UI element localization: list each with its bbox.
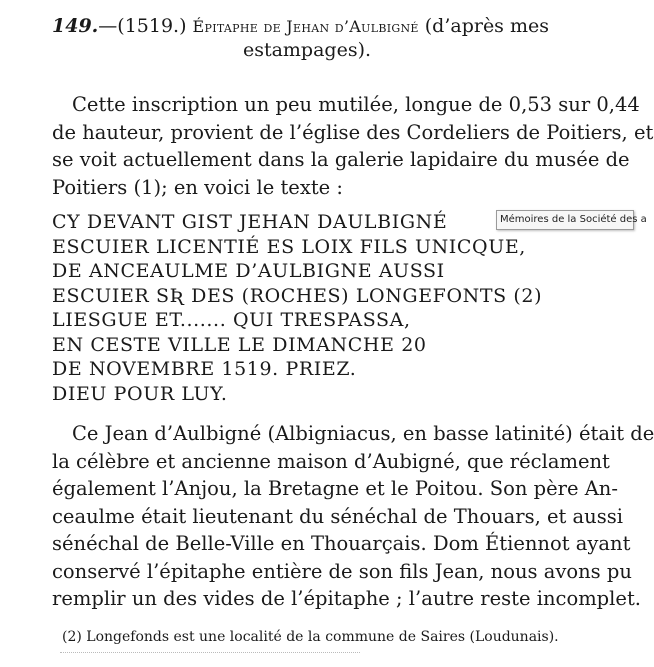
text-line: se voit actuellement dans la galerie lapidaire du musée de bbox=[52, 148, 630, 171]
text-line: remplir un des vides de l’épitaphe ; l’autre reste incomplet. bbox=[52, 587, 641, 610]
inscription-line: ESCUIER SƦ DES (ROCHES) LONGEFONTS (2) bbox=[52, 284, 543, 307]
text-line: Cette inscription un peu mutilée, longue de 0,53 sur 0,44 bbox=[72, 93, 640, 116]
inscription-line: LIESGUE ET....... QUI TRESPASSA, bbox=[52, 309, 411, 331]
text-line: Poitiers (1); en voici le texte : bbox=[52, 175, 343, 199]
text-line: Ce Jean d’Aulbigné (Albigniacus, en basse latinité) était de bbox=[72, 422, 654, 445]
text-line: ceaulme était lieutenant du sénéchal de Thouars, et aussi bbox=[52, 504, 623, 528]
inscription-line: DE NOVEMBRE 1519. PRIEZ. bbox=[52, 358, 357, 380]
entry-title: Épitaphe de Jehan d’Aulbigné bbox=[192, 17, 419, 36]
cropped-line-fragment bbox=[60, 652, 360, 663]
inscription-text bbox=[52, 210, 543, 406]
commentary-paragraph bbox=[52, 420, 654, 613]
inscription-line: DIEU POUR LUY. bbox=[52, 382, 228, 405]
inscription-line: EN CESTE VILLE LE DIMANCHE 20 bbox=[52, 333, 427, 356]
text-line: également l’Anjou, la Bretagne et le Poitou. Son père An- bbox=[52, 477, 618, 500]
entry-number: 149. bbox=[52, 15, 99, 37]
entry-year: —(1519.) bbox=[98, 15, 187, 37]
intro-paragraph bbox=[52, 91, 654, 201]
source-tooltip: Mémoires de la Société des a bbox=[496, 210, 634, 230]
text-line: sénéchal de Belle-Ville en Thouarçais. Dom Étiennot ayant bbox=[52, 532, 631, 555]
inscription-line: DE ANCEAULME D’AULBIGNE AUSSI bbox=[52, 260, 445, 282]
text-line: conservé l’épitaphe entière de son fils Jean, nous avons pu bbox=[52, 559, 632, 583]
entry-note: (d’après mes bbox=[424, 15, 549, 37]
inscription-line: CY DEVANT GIST JEHAN DAULBIGNÉ bbox=[52, 211, 448, 233]
text-line: de hauteur, provient de l’église des Cordeliers de Poitiers, et bbox=[52, 120, 654, 144]
inscription-line: ESCUIER LICENTIÉ ES LOIX FILS UNICQUE, bbox=[52, 235, 526, 258]
entry-heading bbox=[52, 14, 600, 39]
entry-note-line2: estampages). bbox=[242, 39, 372, 61]
text-line: la célèbre et ancienne maison d’Aubigné, que réclament bbox=[52, 449, 610, 473]
footnote: (2) Longefonds est une localité de la commune de Saires (Loudunais). bbox=[62, 629, 559, 645]
